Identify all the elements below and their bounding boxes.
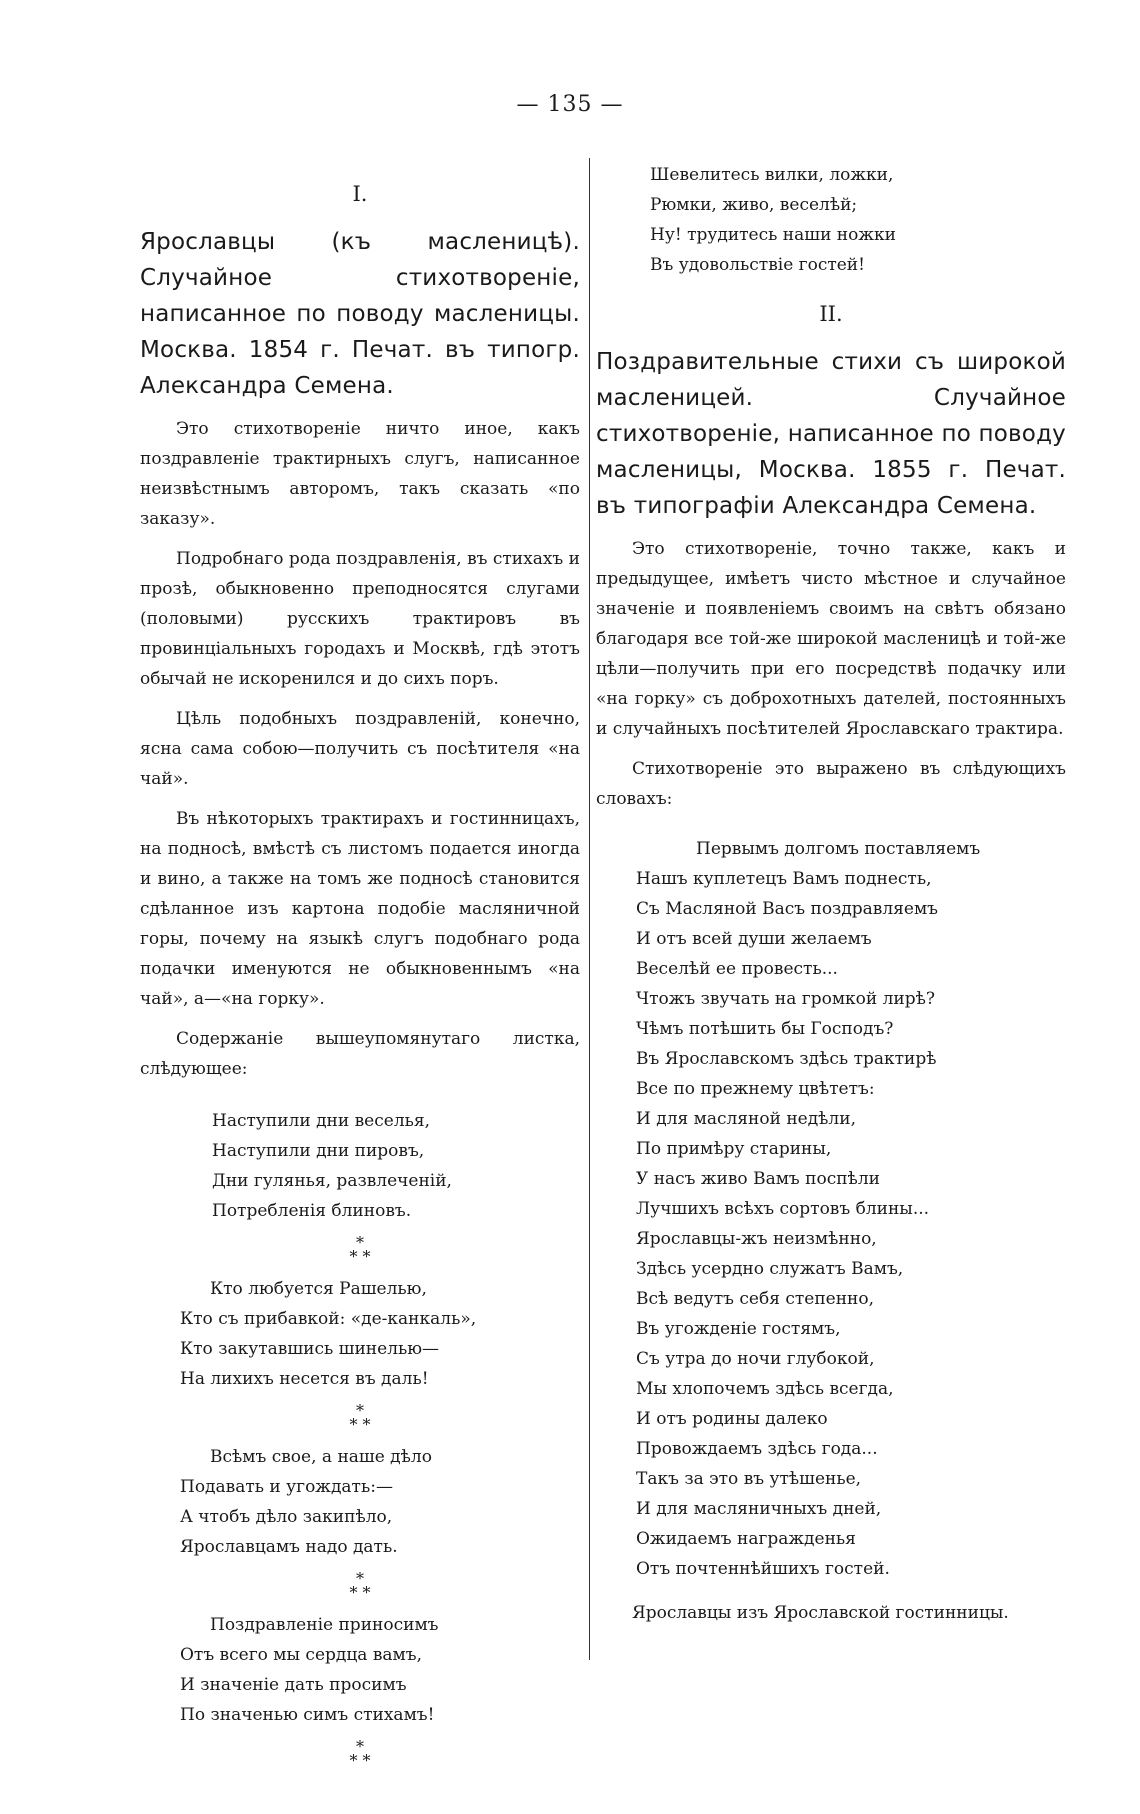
left-column bbox=[140, 160, 580, 1774]
verse-line: Лучшихъ всѣхъ сортовъ блины... bbox=[636, 1199, 930, 1219]
verse-line: Въ Ярославскомъ здѣсь трактирѣ bbox=[636, 1049, 937, 1069]
verse-line: По значенью симъ стихамъ! bbox=[180, 1705, 435, 1725]
verse-line: Кто любуется Рашелью, bbox=[210, 1279, 427, 1299]
asterism-divider: * * * bbox=[349, 1737, 371, 1770]
verse-line: А чтобъ дѣло закипѣло, bbox=[180, 1507, 393, 1527]
paragraph: Подробнаго рода поздравленія, въ стихахъ и прозѣ, обыкновенно преподносятся слугами (половыми) русскихъ трактировъ въ провинціальныхъ городахъ и Москвѣ, гдѣ этотъ обычай не искоренился и до сихъ поръ. bbox=[140, 549, 580, 689]
signature-line: Ярославцы изъ Ярославской гостинницы. bbox=[632, 1603, 1009, 1623]
verse-line: По примѣру старины, bbox=[636, 1139, 832, 1159]
verse-line: Первымъ долгомъ поставляемъ bbox=[696, 839, 981, 859]
verse-line: Веселѣй ее провесть... bbox=[636, 959, 838, 979]
verse-line: Всѣмъ свое, а наше дѣло bbox=[210, 1447, 432, 1467]
page-number: — 135 — bbox=[516, 92, 624, 117]
poem-stanza-1 bbox=[140, 1106, 580, 1226]
verse-line: Отъ всего мы сердца вамъ, bbox=[180, 1645, 422, 1665]
verse-line: Съ утра до ночи глубокой, bbox=[636, 1349, 875, 1369]
asterism-divider: * * * bbox=[349, 1569, 371, 1602]
paragraph: Стихотвореніе это выражено въ слѣдующихъ словахъ: bbox=[596, 759, 1066, 809]
verse-line: Провождаемъ здѣсь года... bbox=[636, 1439, 878, 1459]
asterism-divider: * * * bbox=[349, 1401, 371, 1434]
paragraph: Цѣль подобныхъ поздравленій, конечно, ясна сама собою—получить съ посѣтителя «на чай». bbox=[140, 709, 580, 789]
section-number-1: I. bbox=[352, 182, 368, 206]
poem-main bbox=[596, 834, 1066, 1584]
verse-line: Наступили дни пировъ, bbox=[212, 1141, 425, 1161]
verse-line: Всѣ ведутъ себя степенно, bbox=[636, 1289, 875, 1309]
paragraph: Въ нѣкоторыхъ трактирахъ и гостинницахъ, на подносѣ, вмѣстѣ съ листомъ подается иногда и вино, а также на томъ же подносѣ становится сдѣланное изъ картона подобіе масляничной горы, почему на языкѣ слугъ подобнаго рода подачки именуются не обыкновеннымъ «на чай», а—«на горку». bbox=[140, 809, 580, 1009]
verse-line: У насъ живо Вамъ поспѣли bbox=[636, 1169, 880, 1189]
poem-stanza-3 bbox=[140, 1442, 580, 1562]
verse-line: Подавать и угождать:— bbox=[180, 1477, 393, 1497]
verse-line: Наступили дни веселья, bbox=[212, 1111, 431, 1131]
verse-line: Такъ за это въ утѣшенье, bbox=[636, 1469, 862, 1489]
verse-line: Рюмки, живо, веселѣй; bbox=[650, 195, 858, 215]
verse-line: И отъ всей души желаемъ bbox=[636, 929, 872, 949]
verse-line: И для масляничныхъ дней, bbox=[636, 1499, 882, 1519]
column-divider bbox=[589, 158, 590, 1660]
asterism-divider: * * * bbox=[349, 1233, 371, 1266]
verse-line: Чѣмъ потѣшить бы Господъ? bbox=[636, 1019, 894, 1039]
verse-line: Кто съ прибавкой: «де-канкаль», bbox=[180, 1309, 477, 1329]
verse-line: Кто закутавшись шинелью— bbox=[180, 1339, 440, 1359]
verse-line: Дни гулянья, развлеченій, bbox=[212, 1171, 452, 1191]
verse-line: Потребленія блиновъ. bbox=[212, 1201, 412, 1221]
verse-line: Чтожъ звучать на громкой лирѣ? bbox=[636, 989, 936, 1009]
verse-line: Шевелитесь вилки, ложки, bbox=[650, 165, 894, 185]
section-number-2: II. bbox=[819, 302, 843, 326]
verse-line: И значеніе дать просимъ bbox=[180, 1675, 407, 1695]
verse-line: Поздравленіе приносимъ bbox=[210, 1615, 439, 1635]
verse-line: Нашъ куплетецъ Вамъ поднесть, bbox=[636, 869, 932, 889]
paragraph: Содержаніе вышеупомянутаго листка, слѣдующее: bbox=[140, 1029, 580, 1079]
verse-line: Въ угожденіе гостямъ, bbox=[636, 1319, 841, 1339]
poem-stanza-4 bbox=[140, 1610, 580, 1730]
poem-stanza-2 bbox=[140, 1274, 580, 1394]
section-title-1: Ярославцы (къ масленицѣ). Случайное стихотвореніе, написанное по поводу масленицы. Москва. 1854 г. Печат. въ типогр. Александра Семена. bbox=[140, 229, 580, 399]
right-column bbox=[596, 160, 1066, 1628]
verse-line: Съ Масляной Васъ поздравляемъ bbox=[636, 899, 938, 919]
verse-line: Здѣсь усердно служатъ Вамъ, bbox=[636, 1259, 904, 1279]
verse-line: Отъ почтеннѣйшихъ гостей. bbox=[636, 1559, 890, 1579]
verse-line: Ярославцамъ надо дать. bbox=[180, 1537, 398, 1557]
poem-stanza-opening bbox=[596, 160, 1066, 280]
verse-line: На лихихъ несется въ даль! bbox=[180, 1369, 429, 1389]
section-title-2: Поздравительные стихи съ широкой масленицей. Случайное стихотвореніе, написанное по поводу масленицы, Москва. 1855 г. Печат. въ типографіи Александра Семена. bbox=[596, 349, 1066, 519]
paragraph: Это стихотвореніе, точно также, какъ и предыдущее, имѣетъ чисто мѣстное и случайное значеніе и появленіемъ своимъ на свѣтъ обязано благодаря все той-же широкой масленицѣ и той-же цѣли—получить при его посредствѣ подачку или «на горку» съ доброхотныхъ дателей, постоянныхъ и случайныхъ посѣтителей Ярославскаго трактира. bbox=[596, 539, 1066, 739]
verse-line: Ярославцы-жъ неизмѣнно, bbox=[636, 1229, 877, 1249]
verse-line: Мы хлопочемъ здѣсь всегда, bbox=[636, 1379, 894, 1399]
verse-line: И отъ родины далеко bbox=[636, 1409, 828, 1429]
verse-line: Ожидаемъ награжденья bbox=[636, 1529, 856, 1549]
verse-line: Все по прежнему цвѣтетъ: bbox=[636, 1079, 875, 1099]
verse-line: Ну! трудитесь наши ножки bbox=[650, 225, 896, 245]
verse-line: И для масляной недѣли, bbox=[636, 1109, 856, 1129]
paragraph: Это стихотвореніе ничто иное, какъ поздравленіе трактирныхъ слугъ, написанное неизвѣстнымъ авторомъ, такъ сказать «по заказу». bbox=[140, 419, 580, 529]
verse-line: Въ удовольствіе гостей! bbox=[650, 255, 865, 275]
